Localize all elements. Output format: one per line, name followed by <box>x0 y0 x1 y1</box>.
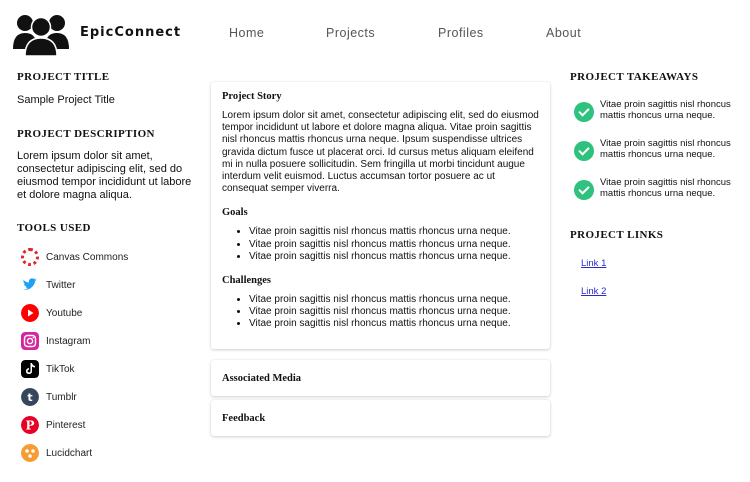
pinterest-icon <box>21 416 39 434</box>
tiktok-icon <box>21 360 39 378</box>
feedback-title[interactable]: Feedback <box>222 412 266 424</box>
check-circle-icon <box>574 102 594 122</box>
goals-list <box>222 226 539 263</box>
goals-heading: Goals <box>222 207 248 219</box>
check-circle-icon <box>574 180 594 200</box>
project-links-heading: PROJECT LINKS <box>570 229 664 241</box>
takeaway-item <box>574 138 742 166</box>
tool-label: Lucidchart <box>46 447 93 459</box>
project-description-heading: PROJECT DESCRIPTION <box>17 128 155 140</box>
svg-text:P: P <box>25 418 35 433</box>
project-link-1[interactable]: Link 1 <box>581 258 607 269</box>
top-header <box>0 0 750 64</box>
tool-item[interactable] <box>21 442 92 464</box>
takeaway-text: Vitae proin sagittis nisl rhoncus mattis rhoncus urna neque. <box>600 138 731 160</box>
project-title-value: Sample Project Title <box>17 94 115 106</box>
tool-label: Instagram <box>46 335 91 347</box>
takeaway-text: Vitae proin sagittis nisl rhoncus mattis rhoncus urna neque. <box>600 177 731 199</box>
challenges-heading: Challenges <box>222 275 272 287</box>
nav-profiles[interactable]: Profiles <box>438 26 484 40</box>
tool-item[interactable] <box>21 274 75 296</box>
tumblr-icon <box>21 388 39 406</box>
list-item: • Vitae proin sagittis nisl rhoncus mattis rhoncus urna neque. <box>249 226 539 238</box>
challenges-list <box>222 294 539 331</box>
nav-projects[interactable]: Projects <box>326 26 376 40</box>
tool-label: Youtube <box>46 307 83 319</box>
list-item: • Vitae proin sagittis nisl rhoncus mattis rhoncus urna neque. <box>249 306 539 318</box>
feedback-panel[interactable] <box>211 400 550 436</box>
list-item: • Vitae proin sagittis nisl rhoncus mattis rhoncus urna neque. <box>249 251 539 263</box>
twitter-icon <box>21 276 39 294</box>
check-circle-icon <box>574 141 594 161</box>
list-item: • Vitae proin sagittis nisl rhoncus mattis rhoncus urna neque. <box>249 294 539 306</box>
nav-home[interactable]: Home <box>229 26 265 40</box>
takeaway-text: Vitae proin sagittis nisl rhoncus mattis rhoncus urna neque. <box>600 99 731 121</box>
tool-label: TikTok <box>46 363 75 375</box>
tool-label: Pinterest <box>46 419 86 431</box>
tool-label: Canvas Commons <box>46 251 129 263</box>
project-takeaways-heading: PROJECT TAKEAWAYS <box>570 71 699 83</box>
associated-media-panel[interactable] <box>211 360 550 396</box>
tool-item[interactable] <box>21 302 82 324</box>
tool-item[interactable] <box>21 414 85 436</box>
tool-label: Tumblr <box>46 391 77 403</box>
youtube-icon <box>21 304 39 322</box>
list-item: • Vitae proin sagittis nisl rhoncus mattis rhoncus urna neque. <box>249 318 539 330</box>
project-story-card <box>211 82 550 349</box>
list-item: • Vitae proin sagittis nisl rhoncus mattis rhoncus urna neque. <box>249 239 539 251</box>
tool-label: Twitter <box>46 279 76 291</box>
associated-media-title[interactable]: Associated Media <box>222 372 302 384</box>
tool-item[interactable] <box>21 246 128 268</box>
tool-item[interactable] <box>21 386 77 408</box>
tool-item[interactable] <box>21 358 75 380</box>
takeaway-item <box>574 99 742 127</box>
lucidchart-icon <box>21 444 39 462</box>
brand-name[interactable]: EpicConnect <box>80 25 182 40</box>
canvas-commons-icon <box>21 248 39 266</box>
project-story-text: Lorem ipsum dolor sit amet, consectetur adipiscing elit, sed do eiusmod tempor incididunt ut labore et dolore magna aliqua. Vitae proin sagittis nisl rhoncus mattis rhoncus urna neque. Ipsum suspendisse ultrices gravida dictum fusce ut placerat orci. Id cursus metus aliquam eleifend mi in nulla posuere sollicitudin. Sem fringilla ut morbi tincidunt augue interdum velit euismod. Luctus accumsan tortor posuere ac ut consequat semper viverra. <box>222 110 539 195</box>
takeaway-item <box>574 177 742 205</box>
tools-used-heading: TOOLS USED <box>17 222 91 234</box>
instagram-icon <box>21 332 39 350</box>
tool-item[interactable] <box>21 330 90 352</box>
project-description-text: Lorem ipsum dolor sit amet, consectetur adipiscing elit, sed do eiusmod tempor incididunt ut labore et dolore magna aliqua. <box>17 150 192 201</box>
people-group-icon[interactable] <box>12 9 70 57</box>
project-story-title: Project Story <box>222 91 282 102</box>
nav-about[interactable]: About <box>546 26 582 40</box>
svg-text:t: t <box>27 391 33 404</box>
project-title-heading: PROJECT TITLE <box>17 71 110 83</box>
project-link-2[interactable]: Link 2 <box>581 286 607 297</box>
